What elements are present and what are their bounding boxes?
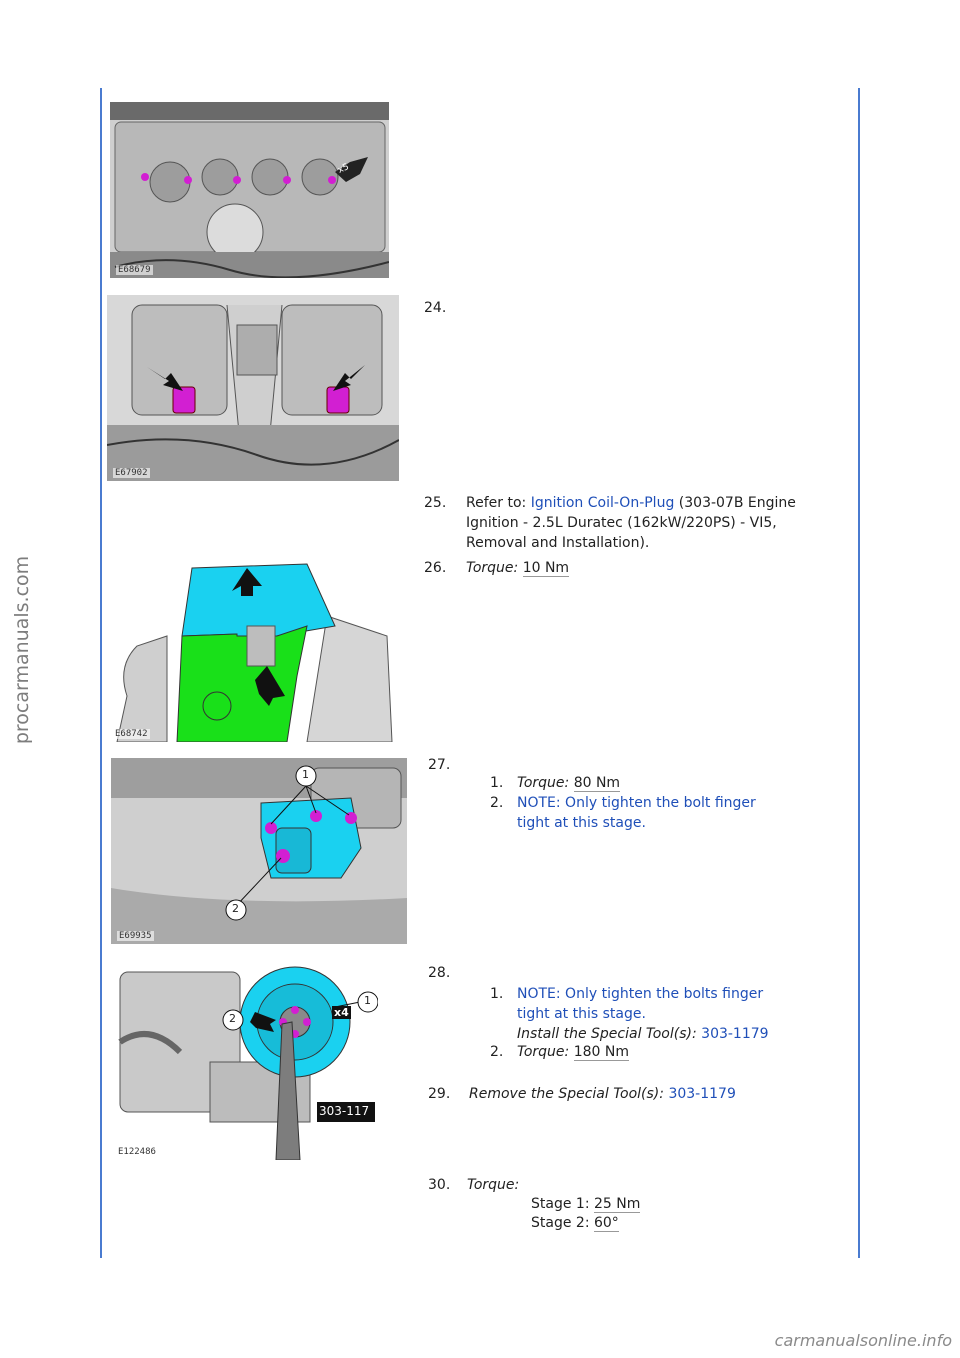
step-25-number: 25. bbox=[424, 495, 447, 511]
engine-top-illustration bbox=[110, 102, 389, 278]
figure-e69935 bbox=[111, 758, 407, 944]
step-30-label: Torque: bbox=[467, 1177, 520, 1193]
step-30-stage-2: Stage 2: 60° bbox=[531, 1215, 619, 1231]
figure-e67902 bbox=[107, 295, 399, 481]
step-26-text: Torque: 10 Nm bbox=[466, 560, 570, 576]
x4-callout: x4 bbox=[334, 1006, 349, 1019]
figure-e68742 bbox=[107, 556, 399, 742]
step-27-item-1: Torque: 80 Nm bbox=[517, 775, 621, 791]
engine-mount-illustration bbox=[111, 758, 407, 944]
figure-e122486 bbox=[110, 962, 378, 1160]
stage-2-angle-value: 60° bbox=[593, 1215, 619, 1231]
figure-code: E67902 bbox=[115, 468, 148, 478]
left-border-rule bbox=[100, 88, 102, 1258]
right-border-rule bbox=[858, 88, 860, 1258]
stage-1-torque-value: 25 Nm bbox=[593, 1196, 641, 1212]
torque-value: 80 Nm bbox=[573, 775, 621, 791]
step-27-number: 27. bbox=[428, 757, 451, 773]
step-25-text: Refer to: Ignition Coil-On-Plug (303-07B Engine Ignition - 2.5L Duratec (162kW/220PS) - VI5, Removal and Installation). bbox=[466, 495, 796, 551]
figure-e68679 bbox=[110, 102, 389, 278]
x5-callout: x5 bbox=[336, 162, 351, 176]
step-28-item-2: Torque: 180 Nm bbox=[517, 1044, 629, 1060]
callout-2: 2 bbox=[229, 1012, 236, 1025]
special-tool-link[interactable]: 303-1179 bbox=[668, 1086, 736, 1102]
torque-value: 10 Nm bbox=[522, 560, 570, 576]
callout-1: 1 bbox=[364, 994, 371, 1007]
figure-code: E68679 bbox=[118, 265, 151, 275]
crankshaft-pulley-illustration bbox=[110, 962, 378, 1160]
ignition-coil-illustration bbox=[107, 295, 399, 481]
figure-code: E122486 bbox=[118, 1147, 156, 1157]
timing-cover-illustration bbox=[107, 556, 399, 742]
special-tool-link[interactable]: 303-1179 bbox=[701, 1026, 769, 1042]
step-27-item-1-number: 1. bbox=[490, 775, 504, 791]
torque-value: 180 Nm bbox=[573, 1044, 629, 1060]
tool-label: 303-117 bbox=[319, 1104, 370, 1118]
step-24-number: 24. bbox=[424, 300, 447, 316]
step-30-stage-1: Stage 1: 25 Nm bbox=[531, 1196, 641, 1212]
step-28-item-1-number: 1. bbox=[490, 986, 504, 1002]
side-watermark: procarmanuals.com bbox=[11, 555, 34, 745]
ignition-coil-on-plug-link[interactable]: Ignition Coil-On-Plug bbox=[530, 495, 675, 511]
step-30-number: 30. bbox=[428, 1177, 451, 1193]
step-27-item-2-note: NOTE: Only tighten the bolt finger tight at this stage. bbox=[517, 795, 756, 831]
figure-code: E68742 bbox=[115, 729, 148, 739]
step-27-item-2-number: 2. bbox=[490, 795, 504, 811]
step-28-item-1: NOTE: Only tighten the bolts finger tight at this stage. Install the Special Tool(s): 303-1179 bbox=[517, 986, 769, 1042]
callout-1: 1 bbox=[302, 768, 309, 781]
callout-2: 2 bbox=[232, 902, 239, 915]
figure-code: E69935 bbox=[119, 931, 152, 941]
footer-watermark: carmanualsonline.info bbox=[774, 1331, 952, 1350]
step-29-number: 29. bbox=[428, 1086, 451, 1102]
step-28-item-2-number: 2. bbox=[490, 1044, 504, 1060]
step-28-number: 28. bbox=[428, 965, 451, 981]
step-29-text: Remove the Special Tool(s): 303-1179 bbox=[469, 1086, 736, 1102]
step-26-number: 26. bbox=[424, 560, 447, 576]
